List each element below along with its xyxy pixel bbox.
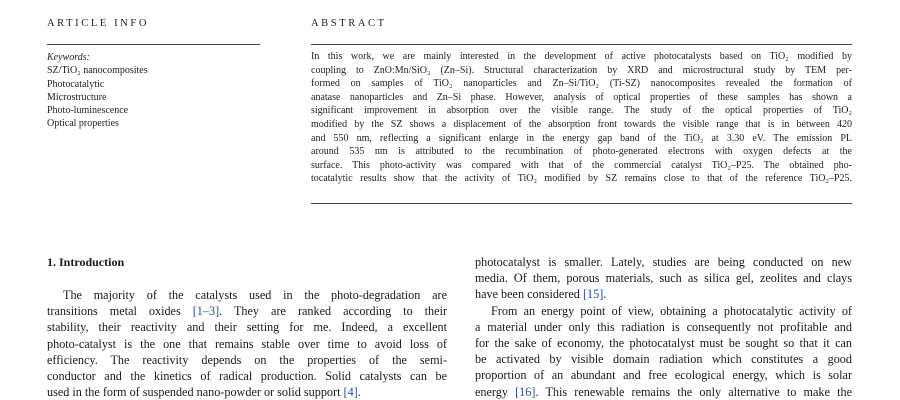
citation-link[interactable]: [1–3] [192, 304, 220, 319]
body-line: energy [16]. This renewable remains the only alternative to make the [475, 384, 852, 399]
body-line: media. Of them, porous materials, such as silica gel, zeolites and clays [475, 271, 852, 286]
keyword-item: Photo-luminescence [47, 105, 129, 117]
body-line: photocatalyst is smaller. Lately, studies are being conducted on new [475, 255, 852, 269]
abstract-text [311, 50, 852, 186]
body-line: conductor and the kinetics of radical production. Solid catalysts can be [47, 369, 447, 384]
citation-link[interactable]: [4] [343, 385, 358, 400]
abstract-line: formed on samples of TiO₂ nanoparticles and Zn–Si/TiO₂ (Ti-SZ) nanocomposites revealed the formation of [311, 78, 852, 90]
body-line: The majority of the catalysts used in the photo-degradation are [63, 288, 447, 302]
abstract-line: tocatalytic results show that the activity of TiO₂ modified by SZ remains close to that of the reference TiO₂–P25. [311, 173, 852, 185]
keyword-item: SZ/TiO₂ nanocomposites [47, 65, 148, 77]
abstract-line: coupling to ZnO:Mn/SiO₂ (Zn–Si). Structural characterization by XRD and microstructural study by TEM per- [311, 64, 852, 76]
keywords-block [47, 51, 260, 131]
body-line: stability, their reactivity and their setting for me. Indeed, a excellent [47, 320, 447, 335]
keyword-item: Optical properties [47, 118, 119, 130]
abstract-bottom-rule [311, 203, 852, 204]
intro-left-column [47, 287, 447, 400]
section-title: 1. Introduction [47, 255, 125, 269]
body-line: have been considered [15]. [475, 287, 607, 302]
keyword-item: Photocatalytic [47, 78, 105, 90]
body-line: be activated by visible domain radiation which constitutes a good [475, 352, 852, 367]
body-line: photo-catalyst is the one that remains stable over time to avoid loss of [47, 336, 447, 351]
keywords-label: Keywords: [47, 52, 90, 63]
body-line: efficiency. The reactivity depends on the properties of the semi- [47, 352, 447, 367]
abstract-line: significant improvement in absorption over the visible range. The study of the optical properties of TiO₂ [311, 105, 852, 117]
abstract-line: In this work, we are mainly interested in the development of active photocatalysts based on TiO₂ modified by [311, 51, 852, 62]
abstract-top-rule [311, 44, 852, 45]
article-info-rule [47, 44, 260, 45]
citation-link[interactable]: [15] [582, 287, 604, 302]
body-line: transitions metal oxides [1–3]. They are ranked according to their [47, 304, 448, 319]
body-line: a material under only this radiation is consequently not profitable and [475, 319, 852, 334]
abstract-line: around 535 nm is attributed to the recombination of photo-generated electrons with oxygen defects at the [311, 146, 852, 158]
intro-right-column [475, 254, 852, 400]
keyword-item: Microstructure [47, 91, 107, 103]
body-line: used in the form of suspended nano-powder or solid support [4]. [47, 385, 361, 400]
body-line: for the sake of economy, the photocatalyst must be sought so that it can [475, 336, 852, 351]
abstract-line: anatase nanoparticles and Zn–Si phase. However, analysis of optical properties of these samples has shown a [311, 91, 852, 103]
abstract-line: modified by the SZ shows a displacement of the absorption front towards the visible range that is in between 420 [311, 118, 852, 130]
body-line: From an energy point of view, obtaining a photocatalytic activity of [491, 303, 852, 318]
body-line: proportion of an abundant and free ecological energy, which is solar [475, 368, 852, 383]
abstract-line: and 550 nm, reflecting a significant enlarge in the energy gap band of the TiO₂ at 3.30 eV. The emission PL [311, 132, 852, 144]
citation-link[interactable]: [16] [515, 384, 536, 399]
abstract-line: surface. This photo-activity was compared with that of the commercial catalyst TiO₂–P25. The obtained pho- [311, 159, 852, 171]
abstract-heading: ABSTRACT [311, 18, 387, 29]
article-info-heading: ARTICLE INFO [47, 18, 150, 29]
